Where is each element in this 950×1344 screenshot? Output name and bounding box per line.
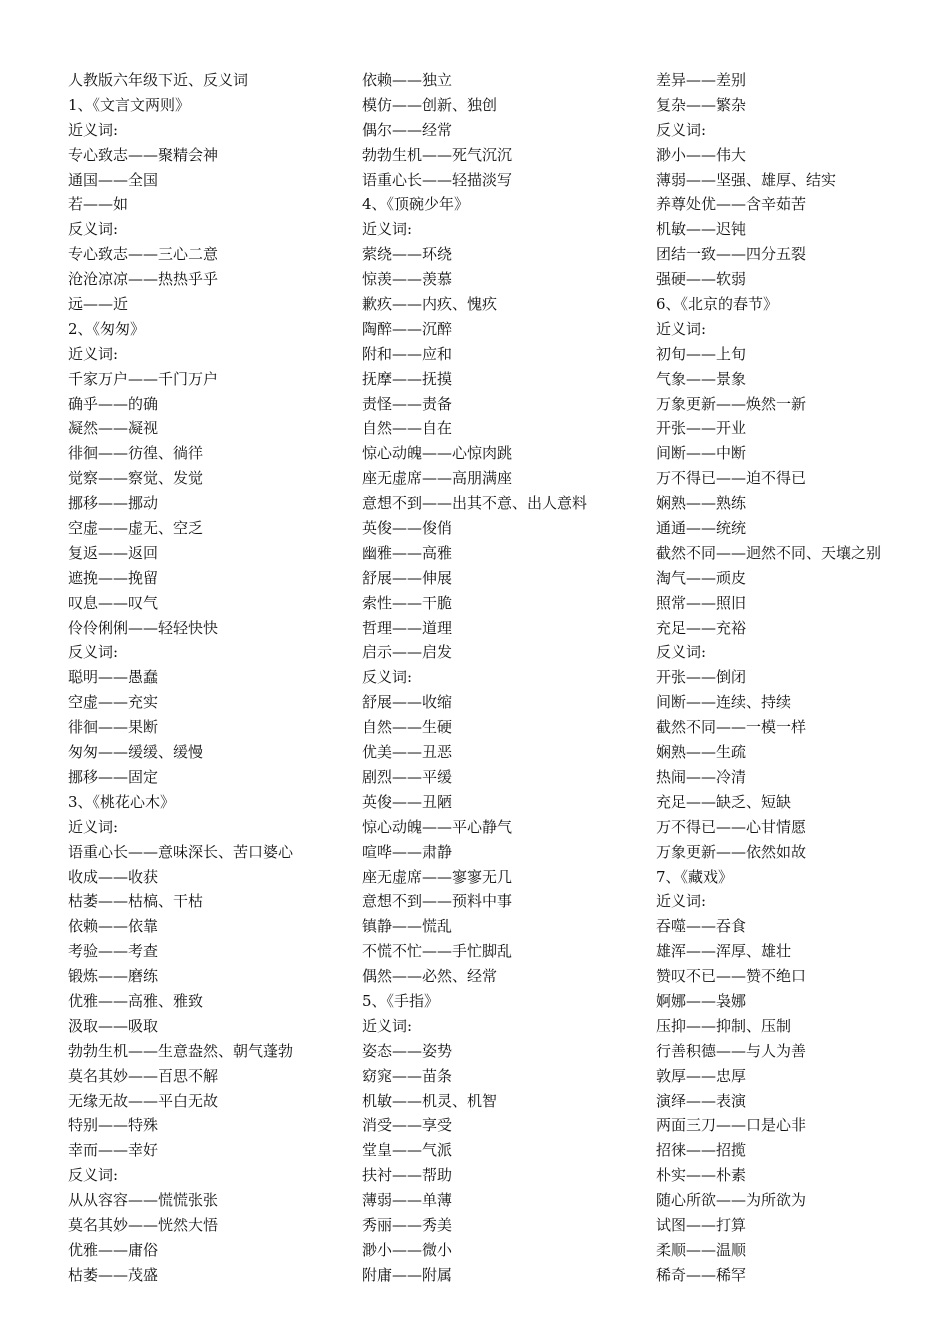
word-pair: 附和——应和 — [362, 344, 453, 363]
word-pair: 凝然——凝视 — [68, 419, 159, 438]
document-title: 人教版六年级下近、反义词 — [68, 71, 249, 89]
word-pair: 千家万户——千门万户 — [68, 369, 219, 388]
word-pair: 行善积德——与人为善 — [656, 1041, 807, 1060]
word-pair: 强硬——软弱 — [656, 270, 747, 289]
lesson-heading: 3、《桃花心木》 — [68, 792, 176, 811]
word-pair: 随心所欲——为所欲为 — [656, 1191, 807, 1210]
word-pair: 自然——生硬 — [362, 718, 453, 737]
word-pair: 无缘无故——平白无故 — [68, 1091, 219, 1110]
section-label: 近义词: — [68, 120, 119, 139]
word-pair: 若——如 — [68, 195, 129, 214]
word-pair: 初旬——上旬 — [656, 344, 747, 363]
word-pair: 哲理——道理 — [362, 618, 453, 637]
word-pair: 复杂——繁杂 — [656, 95, 747, 114]
word-pair: 渺小——伟大 — [656, 145, 747, 164]
word-pair: 招徕——招揽 — [656, 1141, 747, 1160]
word-pair: 确乎——的确 — [68, 394, 159, 413]
word-pair: 专心致志——聚精会神 — [68, 145, 219, 164]
word-pair: 勃勃生机——死气沉沉 — [362, 145, 513, 164]
word-pair: 叹息——叹气 — [68, 593, 159, 612]
word-pair: 热闹——冷清 — [656, 767, 747, 786]
word-pair: 镇静——慌乱 — [362, 917, 453, 936]
word-pair: 惊心动魄——平心静气 — [362, 817, 513, 836]
word-pair: 惊羡——羡慕 — [362, 270, 453, 289]
word-pair: 不慌不忙——手忙脚乱 — [362, 942, 513, 961]
word-pair: 枯萎——枯槁、干枯 — [68, 892, 204, 911]
word-pair: 截然不同——迥然不同、天壤之别 — [656, 543, 882, 562]
word-pair: 意想不到——预料中事 — [362, 892, 513, 911]
word-pair: 万不得已——迫不得已 — [656, 469, 807, 488]
word-pair: 萦绕——环绕 — [362, 245, 453, 264]
word-pair: 收成——收获 — [68, 867, 159, 886]
word-pair: 徘徊——果断 — [68, 718, 159, 737]
section-label: 反义词: — [656, 120, 707, 139]
word-pair: 偶然——必然、经常 — [362, 967, 498, 986]
word-pair: 开张——开业 — [656, 419, 747, 438]
word-pair: 万象更新——焕然一新 — [656, 394, 807, 413]
word-pair: 万不得已——心甘情愿 — [656, 817, 807, 836]
word-pair: 朴实——朴素 — [656, 1166, 747, 1185]
word-pair: 幸而——幸好 — [68, 1141, 159, 1160]
word-pair: 莫名其妙——恍然大悟 — [68, 1215, 219, 1234]
section-label: 近义词: — [68, 817, 119, 836]
column-2 — [362, 68, 647, 1288]
word-pair: 婀娜——袅娜 — [656, 991, 747, 1010]
word-pair: 秀丽——秀美 — [362, 1215, 453, 1234]
word-pair: 扶衬——帮助 — [362, 1166, 453, 1185]
word-pair: 远——近 — [68, 295, 129, 314]
section-label: 反义词: — [656, 643, 707, 662]
word-pair: 消受——享受 — [362, 1116, 453, 1135]
lesson-heading: 2、《匆匆》 — [68, 319, 146, 338]
word-pair: 聪明——愚蠢 — [68, 668, 159, 687]
column-1 — [68, 68, 353, 1288]
word-pair: 间断——中断 — [656, 444, 747, 463]
word-pair: 挪移——挪动 — [68, 494, 159, 513]
word-pair: 喧哗——肃静 — [362, 842, 453, 861]
word-pair: 机敏——迟钝 — [656, 220, 747, 239]
word-pair: 薄弱——坚强、雄厚、结实 — [656, 170, 837, 189]
word-pair: 陶醉——沉醉 — [362, 319, 453, 338]
word-pair: 窈窕——苗条 — [362, 1066, 453, 1085]
section-label: 反义词: — [68, 220, 119, 239]
section-label: 近义词: — [68, 344, 119, 363]
word-pair: 伶伶俐俐——轻轻快快 — [68, 618, 219, 637]
section-label: 近义词: — [656, 319, 707, 338]
word-pair: 机敏——机灵、机智 — [362, 1091, 498, 1110]
word-pair: 充足——充裕 — [656, 618, 747, 637]
word-pair: 觉察——察觉、发觉 — [68, 469, 204, 488]
word-pair: 间断——连续、持续 — [656, 693, 792, 712]
word-pair: 遮挽——挽留 — [68, 568, 159, 587]
word-pair: 惊心动魄——心惊肉跳 — [362, 444, 513, 463]
word-pair: 从从容容——慌慌张张 — [68, 1191, 219, 1210]
section-label: 反义词: — [362, 668, 413, 687]
word-pair: 气象——景象 — [656, 369, 747, 388]
word-pair: 英俊——俊俏 — [362, 519, 453, 538]
word-pair: 养尊处优——含辛茹苦 — [656, 195, 807, 214]
word-pair: 空虚——虚无、空乏 — [68, 519, 204, 538]
word-pair: 稀奇——稀罕 — [656, 1265, 747, 1284]
word-pair: 吞噬——吞食 — [656, 917, 747, 936]
word-pair: 舒展——伸展 — [362, 568, 453, 587]
word-pair: 柔顺——温顺 — [656, 1240, 747, 1259]
word-pair: 万象更新——依然如故 — [656, 842, 807, 861]
word-pair: 敦厚——忠厚 — [656, 1066, 747, 1085]
word-pair: 依赖——独立 — [362, 71, 453, 89]
word-pair: 通国——全国 — [68, 170, 159, 189]
word-pair: 两面三刀——口是心非 — [656, 1116, 807, 1135]
word-pair: 座无虚席——寥寥无几 — [362, 867, 513, 886]
word-pair: 优美——丑恶 — [362, 743, 453, 762]
word-pair: 截然不同——一模一样 — [656, 718, 807, 737]
word-pair: 考验——考查 — [68, 942, 159, 961]
word-pair: 自然——自在 — [362, 419, 453, 438]
word-pair: 徘徊——彷徨、徜徉 — [68, 444, 204, 463]
word-pair: 座无虚席——高朋满座 — [362, 469, 513, 488]
word-pair: 歉疚——内疚、愧疚 — [362, 295, 498, 314]
word-pair: 英俊——丑陋 — [362, 792, 453, 811]
word-pair: 偶尔——经常 — [362, 120, 453, 139]
word-pair: 附庸——附属 — [362, 1265, 453, 1284]
word-pair: 薄弱——单薄 — [362, 1191, 453, 1210]
word-pair: 挪移——固定 — [68, 767, 159, 786]
word-pair: 启示——启发 — [362, 643, 453, 662]
word-pair: 匆匆——缓缓、缓慢 — [68, 743, 204, 762]
word-pair: 充足——缺乏、短缺 — [656, 792, 792, 811]
word-pair: 剧烈——平缓 — [362, 767, 453, 786]
word-pair: 语重心长——轻描淡写 — [362, 170, 513, 189]
word-pair: 团结一致——四分五裂 — [656, 245, 807, 264]
column-3 — [656, 68, 941, 1288]
word-pair: 通通——统统 — [656, 519, 747, 538]
word-pair: 沧沧凉凉——热热乎乎 — [68, 270, 219, 289]
word-pair: 汲取——吸取 — [68, 1016, 159, 1035]
word-pair: 勃勃生机——生意盎然、朝气蓬勃 — [68, 1041, 294, 1060]
lesson-heading: 7、《藏戏》 — [656, 867, 734, 886]
word-pair: 复返——返回 — [68, 543, 159, 562]
word-pair: 抚摩——抚摸 — [362, 369, 453, 388]
word-pair: 索性——干脆 — [362, 593, 453, 612]
word-pair: 责怪——责备 — [362, 394, 453, 413]
word-pair: 娴熟——生疏 — [656, 743, 747, 762]
word-pair: 锻炼——磨练 — [68, 967, 159, 986]
word-pair: 语重心长——意味深长、苦口婆心 — [68, 842, 294, 861]
word-pair: 试图——打算 — [656, 1215, 747, 1234]
lesson-heading: 6、《北京的春节》 — [656, 295, 779, 314]
word-pair: 照常——照旧 — [656, 593, 747, 612]
word-pair: 演绎——表演 — [656, 1091, 747, 1110]
word-pair: 优雅——高雅、雅致 — [68, 991, 204, 1010]
lesson-heading: 5、《手指》 — [362, 991, 440, 1010]
word-pair: 雄浑——浑厚、雄壮 — [656, 942, 792, 961]
section-label: 反义词: — [68, 1166, 119, 1185]
word-pair: 专心致志——三心二意 — [68, 245, 219, 264]
word-pair: 幽雅——高雅 — [362, 543, 453, 562]
word-pair: 空虚——充实 — [68, 693, 159, 712]
word-pair: 意想不到——出其不意、出人意料 — [362, 494, 588, 513]
word-pair: 开张——倒闭 — [656, 668, 747, 687]
section-label: 近义词: — [362, 220, 413, 239]
word-pair: 优雅——庸俗 — [68, 1240, 159, 1259]
word-pair: 压抑——抑制、压制 — [656, 1016, 792, 1035]
word-pair: 莫名其妙——百思不解 — [68, 1066, 219, 1085]
word-pair: 舒展——收缩 — [362, 693, 453, 712]
word-pair: 差异——差别 — [656, 71, 747, 89]
word-pair: 赞叹不已——赞不绝口 — [656, 967, 807, 986]
word-pair: 渺小——微小 — [362, 1240, 453, 1259]
word-pair: 堂皇——气派 — [362, 1141, 453, 1160]
word-pair: 模仿——创新、独创 — [362, 95, 498, 114]
lesson-heading: 4、《顶碗少年》 — [362, 195, 470, 214]
lesson-heading: 1、《文言文两则》 — [68, 95, 191, 114]
word-pair: 姿态——姿势 — [362, 1041, 453, 1060]
word-pair: 淘气——顽皮 — [656, 568, 747, 587]
section-label: 近义词: — [656, 892, 707, 911]
word-pair: 特别——特殊 — [68, 1116, 159, 1135]
word-pair: 娴熟——熟练 — [656, 494, 747, 513]
word-pair: 枯萎——茂盛 — [68, 1265, 159, 1284]
word-pair: 依赖——依靠 — [68, 917, 159, 936]
section-label: 反义词: — [68, 643, 119, 662]
section-label: 近义词: — [362, 1016, 413, 1035]
